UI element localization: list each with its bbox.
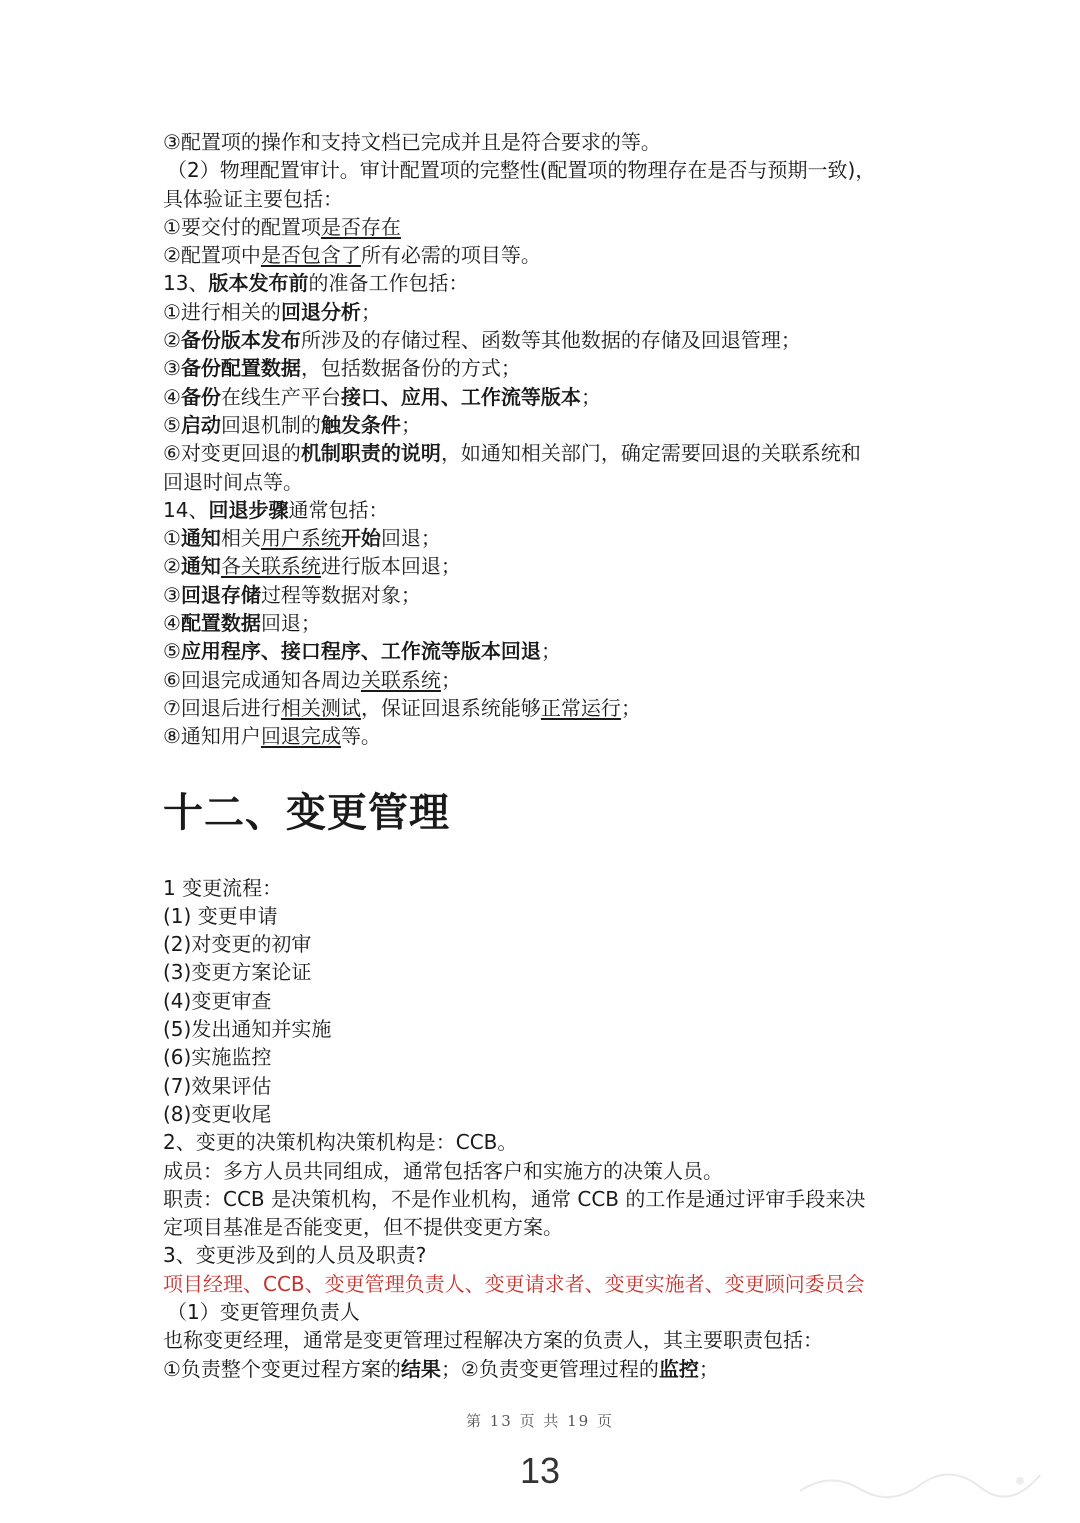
text-line: 13、版本发布前的准备工作包括： bbox=[163, 271, 469, 296]
text-line: 具体验证主要包括： bbox=[163, 186, 343, 211]
text-line: ⑦回退后进行相关测试，保证回退系统能够正常运行； bbox=[163, 695, 641, 720]
list-item: (3)变更方案论证 bbox=[163, 960, 312, 985]
list-item: (1) 变更申请 bbox=[163, 903, 278, 928]
text-line: （2）物理配置审计。审计配置项的完整性(配置项的物理存在是否与预期一致)， bbox=[167, 158, 876, 183]
list-item: (4)变更审查 bbox=[163, 988, 272, 1013]
list-item: (7)效果评估 bbox=[163, 1073, 272, 1098]
list-item: (2)对变更的初审 bbox=[163, 932, 312, 957]
text-line: ②通知各关联系统进行版本回退； bbox=[163, 554, 461, 579]
text-line: ④备份在线生产平台接口、应用、工作流等版本； bbox=[163, 384, 601, 409]
text-line: 也称变更经理，通常是变更管理过程解决方案的负责人，其主要职责包括： bbox=[163, 1328, 823, 1353]
text-line: ③回退存储过程等数据对象； bbox=[163, 582, 421, 607]
text-line: 14、回退步骤通常包括： bbox=[163, 497, 389, 522]
list-item: (5)发出通知并实施 bbox=[163, 1017, 332, 1042]
text-line: 成员：多方人员共同组成，通常包括客户和实施方的决策人员。 bbox=[163, 1158, 723, 1183]
text-line: 职责：CCB 是决策机构，不是作业机构，通常 CCB 的工作是通过评审手段来决 bbox=[163, 1186, 866, 1211]
text-line: 3、变更涉及到的人员及职责? bbox=[163, 1243, 427, 1268]
text-line: ⑥对变更回退的机制职责的说明，如通知相关部门，确定需要回退的关联系统和 bbox=[163, 441, 861, 466]
text-line: ①要交付的配置项是否存在 bbox=[163, 214, 401, 239]
text-line: ②备份版本发布所涉及的存储过程、函数等其他数据的存储及回退管理； bbox=[163, 328, 801, 353]
text-line: ⑤启动回退机制的触发条件； bbox=[163, 412, 421, 437]
text-line: ⑧通知用户回退完成等。 bbox=[163, 724, 381, 749]
highlighted-roles: 项目经理、CCB、变更管理负责人、变更请求者、变更实施者、变更顾问委员会 bbox=[163, 1271, 865, 1296]
document-body bbox=[163, 128, 923, 1383]
watermark-icon bbox=[790, 1461, 1050, 1501]
text-line: （1）变更管理负责人 bbox=[167, 1299, 360, 1324]
section-heading: 十二、变更管理 bbox=[163, 789, 450, 836]
text-line: ③配置项的操作和支持文档已完成并且是符合要求的等。 bbox=[163, 130, 661, 154]
text-line: 回退时间点等。 bbox=[163, 469, 303, 494]
page-number: 13 bbox=[519, 1450, 561, 1491]
text-line: ④配置数据回退； bbox=[163, 611, 321, 636]
text-line: ①通知相关用户系统开始回退； bbox=[163, 526, 441, 551]
text-line: ③备份配置数据，包括数据备份的方式； bbox=[163, 356, 521, 381]
list-item: (6)实施监控 bbox=[163, 1045, 272, 1070]
text-line: 2、变更的决策机构决策机构是：CCB。 bbox=[163, 1130, 518, 1155]
text-line: ①进行相关的回退分析； bbox=[163, 299, 381, 324]
text-line: ②配置项中是否包含了所有必需的项目等。 bbox=[163, 243, 541, 268]
text-line: ①负责整个变更过程方案的结果；②负责变更管理过程的监控； bbox=[163, 1356, 719, 1381]
text-line: ⑤应用程序、接口程序、工作流等版本回退； bbox=[163, 639, 561, 664]
text-line: ⑥回退完成通知各周边关联系统； bbox=[163, 667, 461, 692]
text-line: 1 变更流程： bbox=[163, 875, 283, 900]
page-footer: 第 13 页 共 19 页 bbox=[465, 1412, 614, 1430]
list-item: (8)变更收尾 bbox=[163, 1101, 272, 1126]
text-line: 定项目基准是否能变更，但不提供变更方案。 bbox=[163, 1215, 563, 1240]
